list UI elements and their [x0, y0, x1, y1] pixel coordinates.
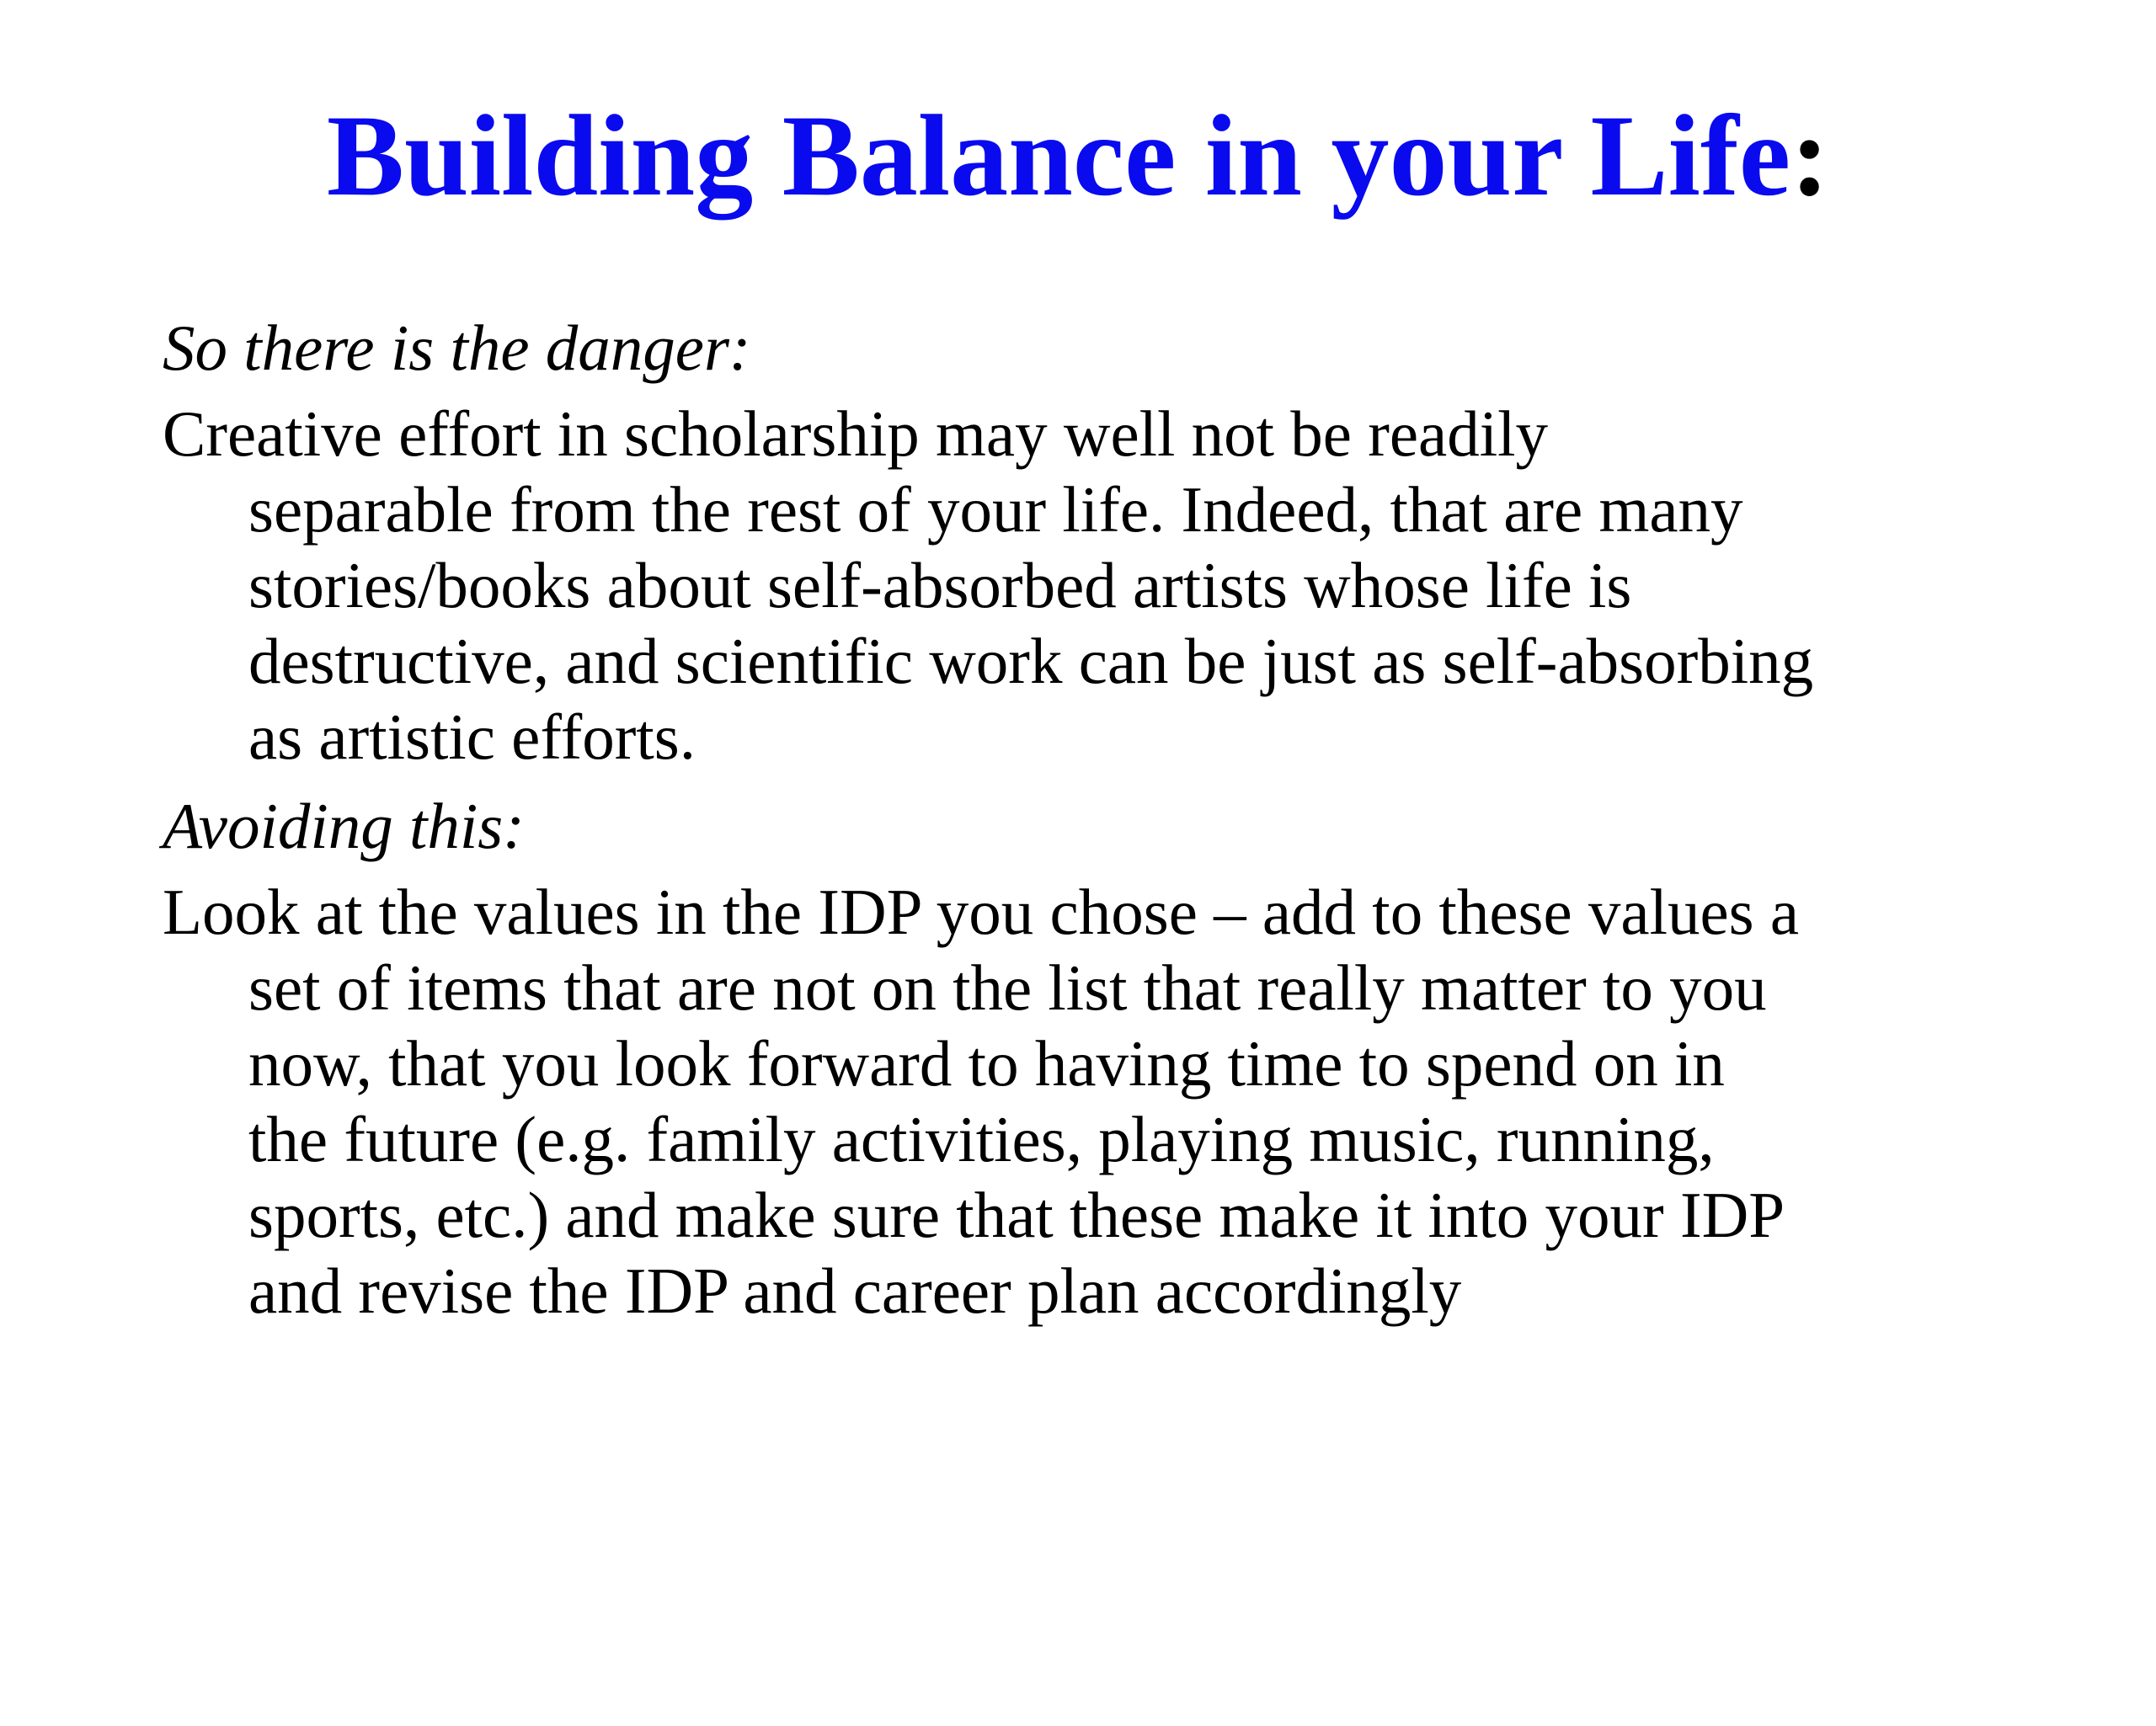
paragraph-line: Look at the values in the IDP you chose – add to these values a	[163, 876, 1800, 948]
paragraph-avoiding	[163, 874, 2057, 1329]
paragraph-line: the future (e.g. family activities, playing music, running,	[248, 1103, 1715, 1175]
slide-body	[163, 310, 2057, 1342]
section-heading-danger: So there is the danger:	[163, 312, 751, 384]
paragraph-line: now, that you look forward to having time to spend on in	[248, 1027, 1725, 1100]
paragraph-line: set of items that are not on the list that really matter to you	[248, 951, 1767, 1024]
paragraph-line: destructive, and scientific work can be just as self-absorbing	[248, 625, 1814, 697]
paragraph-line: separable from the rest of your life. Indeed, that are many	[248, 473, 1743, 546]
slide-title-colon: :	[1790, 91, 1830, 220]
slide-title	[0, 88, 2156, 223]
section-heading-avoiding: Avoiding this:	[163, 790, 525, 862]
paragraph-line: and revise the IDP and career plan accordingly	[248, 1255, 1462, 1327]
paragraph-danger	[163, 396, 2057, 775]
paragraph-line: Creative effort in scholarship may well not be readily	[163, 397, 1549, 470]
slide-title-text: Building Balance in your Life	[326, 91, 1791, 220]
paragraph-line: sports, etc.) and make sure that these make it into your IDP	[248, 1179, 1785, 1251]
paragraph-line: stories/books about self-absorbed artists whose life is	[248, 549, 1632, 621]
paragraph-line: as artistic efforts.	[248, 701, 696, 773]
